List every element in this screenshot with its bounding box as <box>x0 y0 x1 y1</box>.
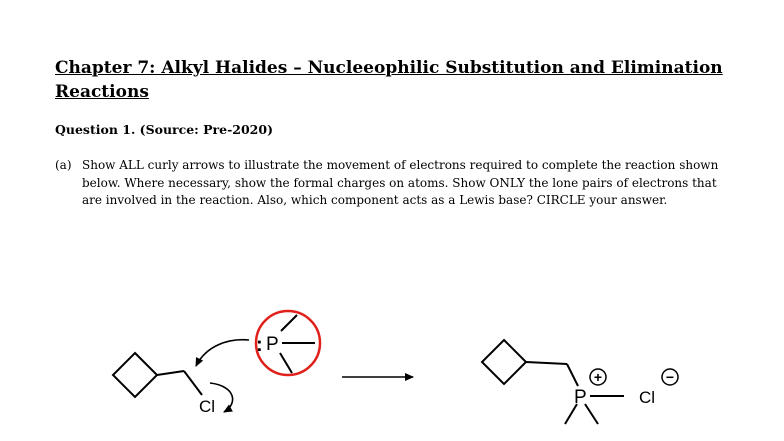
negative-charge-sign: − <box>665 369 675 385</box>
chapter-title: Chapter 7: Alkyl Halides – Nucleeophilic Substitution and Elimination Reactions <box>55 58 723 102</box>
chloride-label: Cl <box>639 388 656 407</box>
cyclobutane-ring <box>113 353 157 397</box>
product-bond-ring-ch2 <box>526 362 567 364</box>
reactant-cl-label: Cl <box>199 397 216 416</box>
product-p-label: P <box>574 387 587 408</box>
question-heading: Question 1. (Source: Pre-2020) <box>55 122 273 137</box>
bond-ch2-cl <box>184 371 202 395</box>
part-label: (a) <box>55 158 72 172</box>
part-body: Show ALL curly arrows to illustrate the movement of electrons required to complete the reaction shown below. Where necessary, show the formal charges on atoms. Show ONLY the lone pairs of electrons that are involved in the reaction. Also, which component acts as a Lewis base? CIRCLE your answer. <box>82 158 719 207</box>
nucleophile-methyl-bonds <box>280 315 315 373</box>
product-cyclobutane-ring <box>482 340 526 384</box>
nucleophile-p-label: P <box>266 334 279 355</box>
lone-pair-dots: : <box>256 334 263 356</box>
curly-arrow-lonepair-to-c <box>196 340 249 366</box>
product-bond-p-me-down <box>585 404 598 424</box>
reactant-molecule <box>113 353 202 397</box>
product-bond-ch2-p <box>567 364 578 386</box>
product-molecule <box>482 340 624 424</box>
bond-ring-ch2 <box>157 371 184 375</box>
positive-charge-sign: + <box>593 369 603 385</box>
